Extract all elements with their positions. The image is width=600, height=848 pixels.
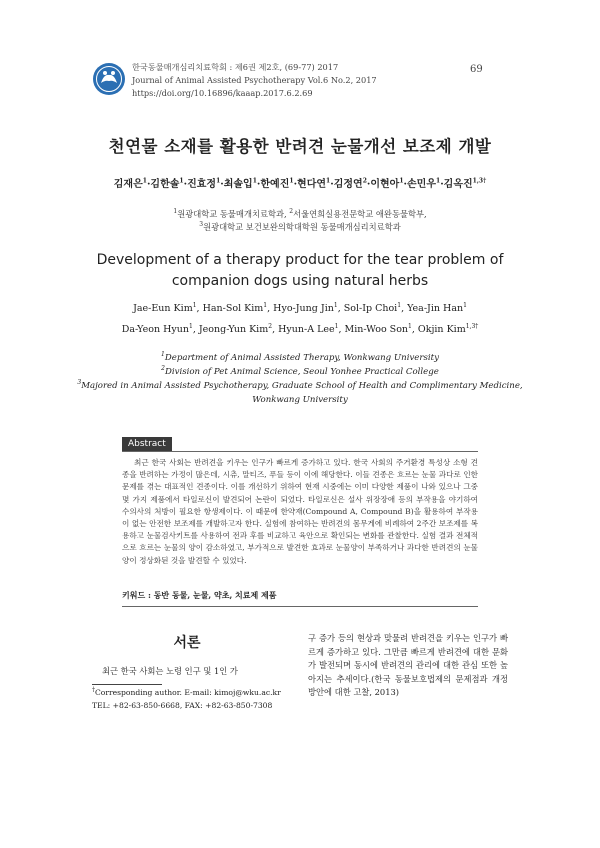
affiliation-en-1: $^1$Department of Animal Assisted Therapy, Wonkwang University [161,351,439,363]
author-affiliation-mark: 1 [397,301,402,309]
author-affiliation-mark: 1 [192,301,197,309]
author-name: 한예진 [260,179,290,190]
author-affiliation-mark: 1 [408,322,412,330]
author-affiliation-mark: 1 [216,177,221,185]
author-name: 현다연 [297,179,327,190]
author-name: Han-Sol Kim [202,303,264,314]
authors-en-line2: Da-Yeon Hyun$^1$, Jeong-Yun Kim$^2$, Hyun-A Lee$^1$, Min-Woo Son$^1$, Okjin Kim$^{1,3\dagger}$ [121,322,479,335]
title-en [0,250,600,292]
keywords: 키워드 : 동반 동물, 눈물, 약초, 치료제 제품 [122,590,277,600]
author-affiliation-mark: 2 [268,322,273,330]
author-name: Min-Woo Son [344,324,409,335]
section-heading-intro: 서론 [173,635,201,651]
author-name: 손민우 [407,179,436,190]
affiliation-en-3: $^3$Majored in Animal Assisted Psychotherapy, Graduate School of Health and Complimentary Medicine, [77,379,523,391]
abstract-label: Abstract [122,437,172,451]
author-name: 김재은 [113,179,143,190]
author-affiliation-mark: 1,3† [465,322,479,330]
title-en-line2: companion dogs using natural herbs [171,273,429,289]
author-affiliation-mark: 1 [263,301,268,309]
abstract-bottom-rule [122,606,478,607]
author-name: 김한솔 [150,179,180,190]
title-en-line1: Development of a therapy product for the tear problem of [96,252,504,268]
authors-en-line1: Jae-Eun Kim$^1$, Han-Sol Kim$^1$, Hyo-Jung Jin$^1$, Sol-Ip Choi$^1$, Yea-Jin Han$^1$ [133,301,467,314]
author-affiliation-mark: 1,3† [472,177,487,185]
journal-en: Journal of Animal Assisted Psychotherapy Vol.6 No.2, 2017 [132,75,377,85]
author-affiliation-mark: 1 [252,177,257,185]
title-kr: 천연물 소재를 활용한 반려견 눈물개선 보조제 개발 [108,137,492,156]
author-name: Jeong-Yun Kim [198,324,269,335]
author-affiliation-mark: 1 [188,322,193,330]
author-name: Yea-Jin Han [407,303,464,314]
author-affiliation-mark: 1 [399,177,404,185]
author-name: 이현아 [370,179,400,190]
author-name: Hyun-A Lee [278,324,335,335]
author-name: Jae-Eun Kim [133,303,193,314]
abstract-top-rule [122,451,478,452]
author-affiliation-mark: 2 [362,177,367,185]
affiliation-en-2: $^2$Division of Pet Animal Science, Seoul Yonhee Practical College [161,365,439,377]
footnote-rule [92,684,162,685]
doi-link[interactable]: https://doi.org/10.16896/kaaap.2017.6.2.69 [132,88,313,98]
author-name: 최솔입 [223,179,253,190]
author-affiliation-mark: 1 [436,177,441,185]
author-name: Okjin Kim [417,324,466,335]
author-affiliation-mark: 1 [142,177,147,185]
affiliation-kr-line1: $^1$원광대학교 동물매개치료학과, $^2$서울연희실용전문학교 애완동물학부, [173,208,427,219]
author-affiliation-mark: 1 [463,301,467,309]
intro-right-text: 구 증가 등의 현상과 맞물려 반려견을 키우는 인구가 빠르게 증가하고 있다. 그만큼 빠르게 반려견에 대한 문화가 발전되며 동시에 반려견의 관리에 대한 관심 또한 높아지는 추세이다.(한국 동물보호법제의 문제점과 개정방안에 대한 고찰, 2013) [308,633,508,698]
author-name: 김정연 [333,179,363,190]
affiliation-en-3-cont: Wonkwang University [252,395,348,405]
author-affiliation-mark: 1 [334,322,339,330]
footnote-line1: †Corresponding author. E-mail: kimoj@wku.ac.kr [92,686,281,697]
author-name: Hyo-Jung Jin [273,303,334,314]
author-name: Da-Yeon Hyun [121,324,189,335]
author-affiliation-mark: 1 [333,301,338,309]
authors-kr: 김재은$^1$·김한솔$^1$·진효정$^1$·최솔입$^1$·한예진$^1$·현다연$^1$·김정연$^2$·이현아$^1$·손민우$^1$·김옥진$^{1,3\dagger}$ [113,177,487,190]
affiliation-kr-line2: $^3$원광대학교 보건보완의학대학원 동물매개심리치료학과 [199,221,401,232]
author-affiliation-mark: 1 [289,177,294,185]
author-affiliation-mark: 1 [179,177,184,185]
author-name: 진효정 [187,179,217,190]
page-number: 69 [470,64,483,75]
footnote-line2: TEL: +82-63-850-6668, FAX: +82-63-850-7308 [92,701,273,710]
abstract-body: 최근 한국 사회는 반려견을 키우는 인구가 빠르게 증가하고 있다. 한국 사회의 주거환경 특성상 소형 견종을 반려하는 가정이 많은데, 시츄, 말티즈, 푸들 등이 이에 해당한다. 이들 견종은 흐르는 눈물 과다로 인한 문제를 겪는 대표적인 견종이다. 이를 개선하기 위하여 현재 시중에는 이미 다양한 제품이 나와 있으나 그중 몇 가지 제품에서 타일로신이 발견되어 논란이 되었다. 타일로신은 설사 위장장애 등의 부작용을 야기하여 수의사의 처방이 필요한 항생제이다. 이 때문에 한약재(Compound A, Compound B)을 활용하여 부작용이 없는 안전한 보조제를 개발하고자 한다. 실험에 참여하는 반려견의 몸무게에 비례하여 2주간 보조제를 복용하고 눈물검사키트를 사용하여 전과 후를 비교하고 육안으로 확인되는 변화를 관찰한다. 실험 결과 전체적으로 흐르는 눈물의 양이 감소하였고, 부가적으로 발견한 효과로 눈물양이 부족하거나 과다한 반려견의 눈물양이 정상화된 것을 발견할 수 있었다. [122,458,478,565]
author-name: 김옥진 [443,179,473,190]
journal-logo [92,62,126,96]
author-name: Sol-Ip Choi [343,303,398,314]
intro-left-text: 최근 한국 사회는 노령 인구 및 1인 가 [102,666,238,676]
journal-kr: 한국동물매개심리치료학회 : 제6권 제2호, (69-77) 2017 [132,62,339,72]
author-affiliation-mark: 1 [326,177,331,185]
